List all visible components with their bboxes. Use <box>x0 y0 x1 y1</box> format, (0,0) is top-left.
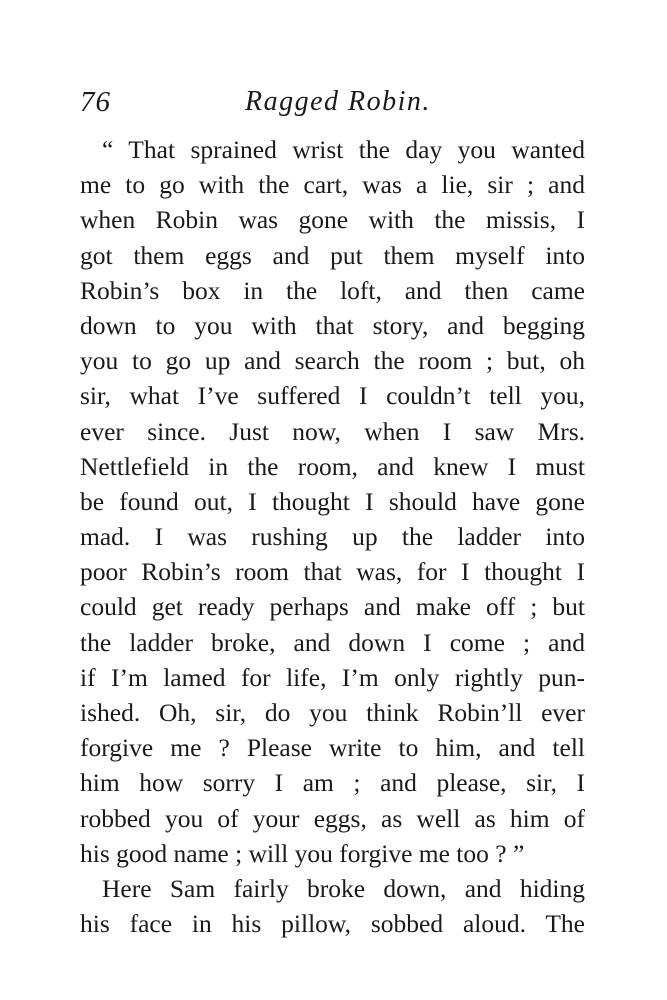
text-line: his good name ; will you forgive me too ? ” <box>80 838 525 868</box>
text-line: me to go with the cart, was a lie, sir ; and <box>80 170 585 200</box>
text-line: his face in his pillow, sobbed aloud. The <box>80 909 585 939</box>
text-line: “ That sprained wrist the day you wanted <box>102 135 585 164</box>
body-text <box>80 132 585 941</box>
text-line: could get ready perhaps and make off ; but <box>80 592 585 622</box>
running-head <box>80 82 590 122</box>
text-line: be found out, I thought I should have gone <box>80 486 585 516</box>
text-line: robbed you of your eggs, as well as him of <box>80 803 585 833</box>
text-line: ished. Oh, sir, do you think Robin’ll ever <box>80 698 585 727</box>
text-line: him how sorry I am ; and please, sir, I <box>80 768 585 798</box>
text-line: the ladder broke, and down I come ; and <box>80 627 585 657</box>
text-line: got them eggs and put them myself into <box>80 240 585 270</box>
text-line: Robin’s box in the loft, and then came <box>80 275 585 305</box>
text-line: Here Sam fairly broke down, and hiding <box>102 873 585 903</box>
text-line: sir, what I’ve suffered I couldn’t tell you, <box>80 381 585 411</box>
text-line: forgive me ? Please write to him, and tell <box>80 733 585 763</box>
text-line: you to go up and search the room ; but, oh <box>80 346 585 376</box>
text-line: mad. I was rushing up the ladder into <box>80 522 585 552</box>
running-title: Ragged Robin. <box>245 86 431 117</box>
text-line: poor Robin’s room that was, for I thought I <box>80 557 585 587</box>
text-line: Nettlefield in the room, and knew I must <box>80 451 585 481</box>
text-line: if I’m lamed for life, I’m only rightly pun- <box>80 662 585 692</box>
text-line: down to you with that story, and begging <box>80 310 585 340</box>
page-number: 76 <box>80 86 111 118</box>
text-line: ever since. Just now, when I saw Mrs. <box>80 416 585 446</box>
text-line: when Robin was gone with the missis, I <box>80 205 585 235</box>
